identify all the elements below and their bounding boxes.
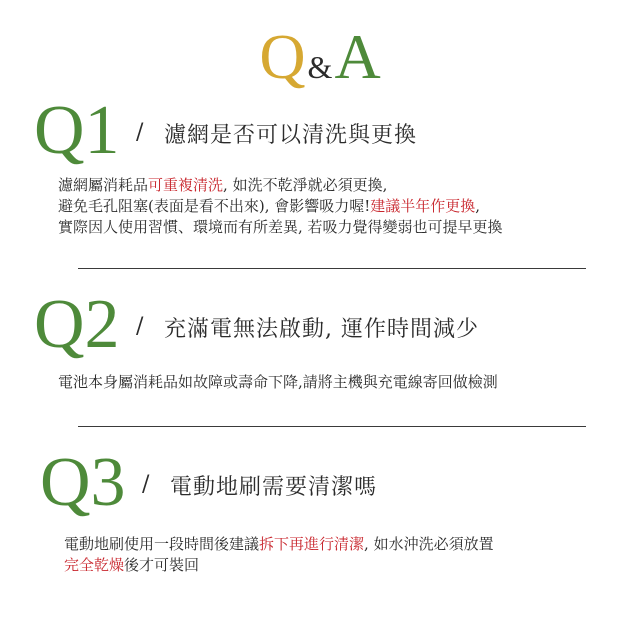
header-a-letter: A xyxy=(334,21,381,92)
answer-segment: 濾網屬消耗品 xyxy=(58,176,149,194)
header-ampersand: & xyxy=(307,49,333,85)
divider xyxy=(78,268,586,269)
answer-line xyxy=(58,175,503,196)
answer-highlight: 完全乾燥 xyxy=(64,556,125,574)
answer-text xyxy=(64,534,494,576)
divider xyxy=(78,426,586,427)
answer-segment: 避免毛孔阻塞(表面是看不出來), 會影響吸力喔! xyxy=(58,197,371,215)
question-title: 電動地刷需要清潔嗎 xyxy=(170,475,378,500)
header-q-letter: Q xyxy=(259,21,306,92)
answer-highlight: 建議半年作更換 xyxy=(370,197,476,215)
answer-line xyxy=(58,196,503,217)
question-title: 充滿電無法啟動, 運作時間減少 xyxy=(164,317,479,342)
question-slash: / xyxy=(142,472,150,497)
answer-text xyxy=(58,175,503,238)
answer-segment: , xyxy=(475,197,481,215)
answer-segment: 實際因人使用習慣、環境而有所差異, 若吸力覺得變弱也可提早更換 xyxy=(58,218,503,236)
answer-segment: 後才可裝回 xyxy=(124,556,200,574)
answer-line xyxy=(64,555,494,576)
answer-segment: , 如水沖洗必須放置 xyxy=(364,535,494,553)
question-number: Q1 xyxy=(34,92,120,169)
answer-text xyxy=(58,372,498,393)
question-slash: / xyxy=(136,120,144,145)
qa-header xyxy=(0,22,640,92)
answer-segment: 電池本身屬消耗品如故障或壽命下降,請將主機與充電線寄回做檢測 xyxy=(58,373,498,391)
answer-line xyxy=(58,217,503,238)
question-slash: / xyxy=(136,314,144,339)
answer-line xyxy=(58,372,498,393)
answer-segment: 電動地刷使用一段時間後建議 xyxy=(64,535,260,553)
answer-segment: , 如洗不乾淨就必須更換, xyxy=(223,176,388,194)
question-number: Q3 xyxy=(40,444,126,521)
question-title: 濾網是否可以清洗與更換 xyxy=(164,123,418,148)
answer-highlight: 可重複清洗 xyxy=(148,176,224,194)
answer-line xyxy=(64,534,494,555)
question-number: Q2 xyxy=(34,286,120,363)
answer-highlight: 拆下再進行清潔 xyxy=(259,535,365,553)
